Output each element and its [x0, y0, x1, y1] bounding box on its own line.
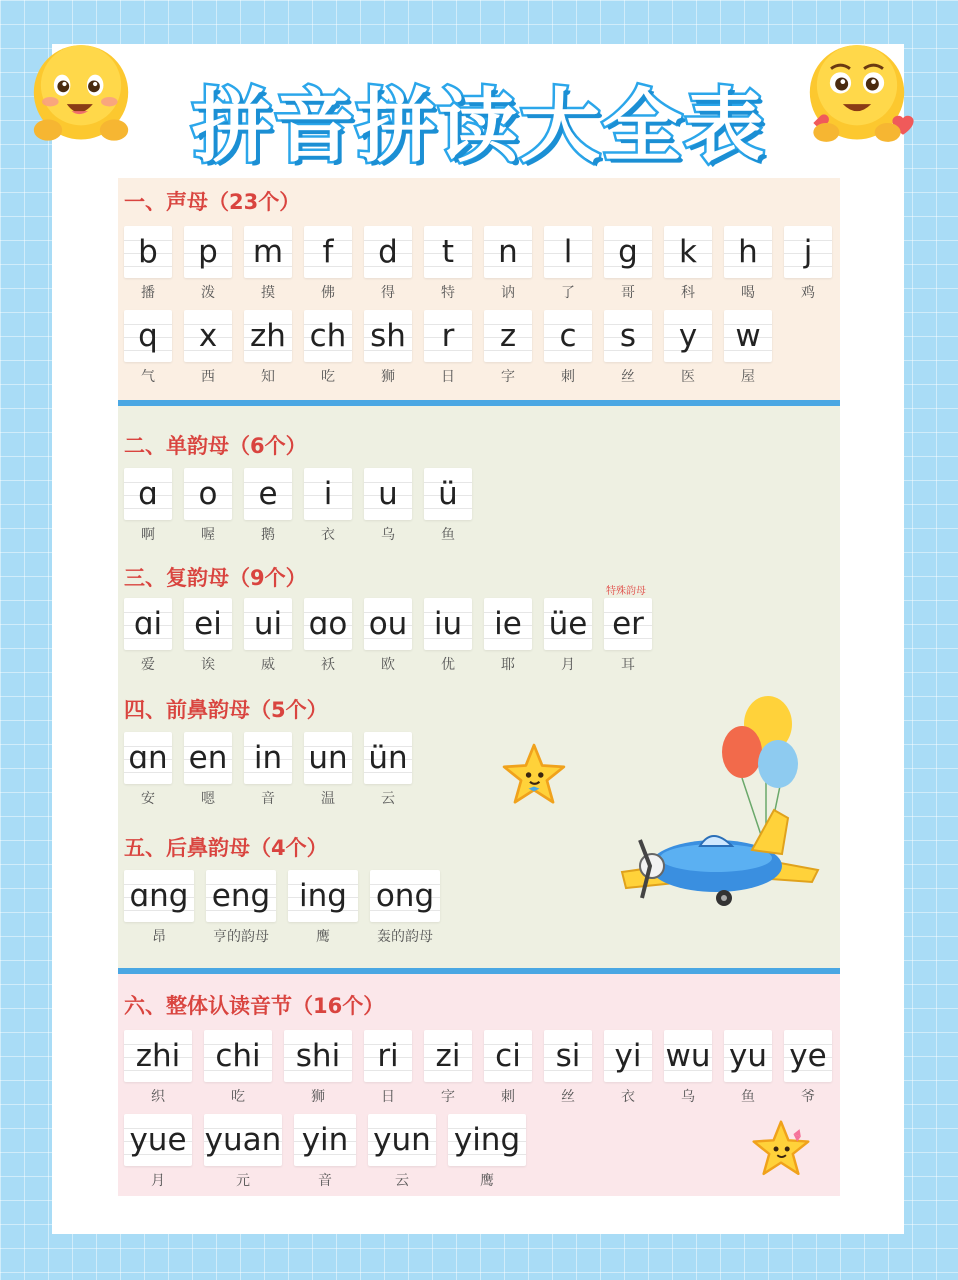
pinyin-card	[664, 310, 712, 386]
example-character: 特	[441, 285, 455, 301]
pinyin-card	[184, 468, 232, 544]
compound-finals-row	[124, 598, 664, 674]
example-character: 喝	[741, 285, 755, 301]
pinyin-card	[288, 870, 358, 946]
pinyin-letters: d	[364, 226, 412, 278]
pinyin-letters: ɑo	[304, 598, 352, 650]
example-character: 元	[236, 1173, 250, 1189]
pinyin-card	[304, 468, 352, 544]
pinyin-card	[724, 1030, 772, 1106]
section-heading-front-nasal-finals: 四、前鼻韵母（5个）	[124, 698, 328, 722]
example-character: 知	[261, 369, 275, 385]
pinyin-card	[244, 598, 292, 674]
example-character: 吃	[231, 1089, 245, 1105]
pinyin-card	[124, 732, 172, 808]
pinyin-card	[124, 310, 172, 386]
pinyin-letters: k	[664, 226, 712, 278]
pinyin-card	[370, 870, 440, 946]
airplane-with-balloons-illustration	[612, 694, 826, 928]
example-character: 丝	[561, 1089, 575, 1105]
example-character: 西	[201, 369, 215, 385]
pinyin-letters: yuan	[204, 1114, 282, 1166]
pinyin-letters: ui	[244, 598, 292, 650]
pinyin-card	[184, 598, 232, 674]
pinyin-letters: h	[724, 226, 772, 278]
pinyin-card	[184, 732, 232, 808]
example-character: 欧	[381, 657, 395, 673]
example-character: 鱼	[741, 1089, 755, 1105]
pinyin-letters: ü	[424, 468, 472, 520]
example-character: 安	[141, 791, 155, 807]
example-character: 耶	[501, 657, 515, 673]
pinyin-letters: zhi	[124, 1030, 192, 1082]
pinyin-card	[304, 226, 352, 302]
example-character: 衣	[321, 527, 335, 543]
pinyin-chart	[118, 178, 840, 1196]
pinyin-card	[484, 310, 532, 386]
pinyin-card	[724, 226, 772, 302]
example-character: 乌	[681, 1089, 695, 1105]
example-character: 刺	[561, 369, 575, 385]
initials-row-1	[124, 226, 840, 302]
pinyin-card	[304, 732, 352, 808]
pinyin-letters: ɑn	[124, 732, 172, 784]
example-character: 吃	[321, 369, 335, 385]
pinyin-card	[544, 1030, 592, 1106]
pinyin-letters: r	[424, 310, 472, 362]
example-character: 诶	[201, 657, 215, 673]
pinyin-letters: iu	[424, 598, 472, 650]
pinyin-letters: ɑi	[124, 598, 172, 650]
pinyin-card	[364, 310, 412, 386]
pinyin-card	[484, 226, 532, 302]
example-character: 音	[261, 791, 275, 807]
pinyin-card	[244, 732, 292, 808]
pinyin-card	[364, 468, 412, 544]
example-character: 佛	[321, 285, 335, 301]
pinyin-card	[364, 598, 412, 674]
section-heading-initials: 一、声母（23个）	[124, 190, 301, 214]
pinyin-letters: ying	[448, 1114, 526, 1166]
example-character: 衣	[621, 1089, 635, 1105]
pinyin-card	[424, 310, 472, 386]
example-character: 织	[151, 1089, 165, 1105]
simple-finals-row	[124, 468, 484, 544]
pinyin-letters: zi	[424, 1030, 472, 1082]
pinyin-letters: ɑ	[124, 468, 172, 520]
pinyin-letters: en	[184, 732, 232, 784]
pinyin-card	[204, 1114, 282, 1190]
pinyin-letters: w	[724, 310, 772, 362]
example-character: 嗯	[201, 791, 215, 807]
example-character: 哥	[621, 285, 635, 301]
pinyin-letters: z	[484, 310, 532, 362]
section-heading-simple-finals: 二、单韵母（6个）	[124, 434, 307, 458]
example-character: 讷	[501, 285, 515, 301]
pinyin-letters: q	[124, 310, 172, 362]
pinyin-letters: s	[604, 310, 652, 362]
pinyin-letters: ing	[288, 870, 358, 922]
example-character: 刺	[501, 1089, 515, 1105]
pinyin-letters: ci	[484, 1030, 532, 1082]
pinyin-letters: o	[184, 468, 232, 520]
pinyin-letters: shi	[284, 1030, 352, 1082]
pinyin-letters: ɑng	[124, 870, 194, 922]
pinyin-card	[184, 226, 232, 302]
section-heading-compound-finals: 三、复韵母（9个）	[124, 566, 307, 590]
example-character: 日	[441, 369, 455, 385]
pinyin-letters: l	[544, 226, 592, 278]
pinyin-card	[364, 226, 412, 302]
initials-row-2	[124, 310, 784, 386]
pinyin-card	[304, 310, 352, 386]
pinyin-card	[284, 1030, 352, 1106]
pinyin-card	[484, 1030, 532, 1106]
example-character: 气	[141, 369, 155, 385]
example-character: 鱼	[441, 527, 455, 543]
pinyin-letters: i	[304, 468, 352, 520]
example-character: 鹰	[316, 929, 330, 945]
example-character: 医	[681, 369, 695, 385]
example-character: 云	[395, 1173, 409, 1189]
example-character: 摸	[261, 285, 275, 301]
example-character: 爷	[801, 1089, 815, 1105]
example-character: 亨的韵母	[213, 929, 269, 945]
whole-syllables-row-1	[124, 1030, 840, 1106]
section-heading-whole-syllables: 六、整体认读音节（16个）	[124, 994, 385, 1018]
pinyin-card	[204, 1030, 272, 1106]
example-character: 啊	[141, 527, 155, 543]
pinyin-letters: si	[544, 1030, 592, 1082]
example-character: 泼	[201, 285, 215, 301]
example-character: 了	[561, 285, 575, 301]
pinyin-letters: chi	[204, 1030, 272, 1082]
pinyin-card	[604, 598, 652, 674]
pinyin-letters: j	[784, 226, 832, 278]
example-character: 耳	[621, 657, 635, 673]
pinyin-card	[124, 226, 172, 302]
pinyin-letters: c	[544, 310, 592, 362]
section-heading-back-nasal-finals: 五、后鼻韵母（4个）	[124, 836, 328, 860]
pinyin-card	[724, 310, 772, 386]
pinyin-card	[664, 1030, 712, 1106]
example-character: 轰的韵母	[377, 929, 433, 945]
example-character: 昂	[152, 929, 166, 945]
pinyin-letters: sh	[364, 310, 412, 362]
pinyin-letters: yun	[368, 1114, 436, 1166]
example-character: 丝	[621, 369, 635, 385]
pinyin-letters: in	[244, 732, 292, 784]
pinyin-letters: yin	[294, 1114, 356, 1166]
example-character: 播	[141, 285, 155, 301]
example-character: 袄	[321, 657, 335, 673]
pinyin-card	[184, 310, 232, 386]
pinyin-card	[544, 598, 592, 674]
pinyin-letters: m	[244, 226, 292, 278]
example-character: 狮	[381, 369, 395, 385]
back-nasal-finals-row	[124, 870, 452, 946]
pinyin-letters: yue	[124, 1114, 192, 1166]
pinyin-letters: ong	[370, 870, 440, 922]
example-character: 鹅	[261, 527, 275, 543]
example-character: 狮	[311, 1089, 325, 1105]
star-mascot-icon	[750, 1118, 812, 1180]
example-character: 得	[381, 285, 395, 301]
pinyin-card	[206, 870, 276, 946]
pinyin-letters: u	[364, 468, 412, 520]
whole-syllables-row-2	[124, 1114, 538, 1190]
pinyin-card	[124, 598, 172, 674]
example-character: 喔	[201, 527, 215, 543]
pinyin-card	[244, 226, 292, 302]
pinyin-letters: ou	[364, 598, 412, 650]
pinyin-card	[604, 1030, 652, 1106]
pinyin-letters: x	[184, 310, 232, 362]
pinyin-letters: zh	[244, 310, 292, 362]
example-character: 字	[501, 369, 515, 385]
example-character: 日	[381, 1089, 395, 1105]
pinyin-card	[124, 1114, 192, 1190]
pinyin-card	[124, 468, 172, 544]
example-character: 音	[318, 1173, 332, 1189]
pinyin-letters: üe	[544, 598, 592, 650]
pinyin-card	[124, 870, 194, 946]
example-character: 鸡	[801, 285, 815, 301]
pinyin-card	[448, 1114, 526, 1190]
pinyin-card	[544, 310, 592, 386]
pinyin-letters: f	[304, 226, 352, 278]
pinyin-card	[424, 598, 472, 674]
pinyin-letters: e	[244, 468, 292, 520]
star-mascot-icon	[500, 740, 568, 810]
pinyin-card	[424, 226, 472, 302]
pinyin-letters: t	[424, 226, 472, 278]
example-character: 威	[261, 657, 275, 673]
pinyin-letters: ch	[304, 310, 352, 362]
pinyin-card	[784, 1030, 832, 1106]
example-character: 温	[321, 791, 335, 807]
example-character: 优	[441, 657, 455, 673]
pinyin-letters: wu	[664, 1030, 712, 1082]
pinyin-card	[424, 468, 472, 544]
pinyin-letters: y	[664, 310, 712, 362]
example-character: 字	[441, 1089, 455, 1105]
pinyin-card	[484, 598, 532, 674]
pinyin-letters: ie	[484, 598, 532, 650]
pinyin-card	[544, 226, 592, 302]
pinyin-letters: ye	[784, 1030, 832, 1082]
pinyin-letters: p	[184, 226, 232, 278]
pinyin-card	[304, 598, 352, 674]
pinyin-card	[664, 226, 712, 302]
special-final-note: 特殊韵母	[606, 586, 646, 597]
pinyin-letters: er	[604, 598, 652, 650]
example-character: 乌	[381, 527, 395, 543]
pinyin-letters: g	[604, 226, 652, 278]
example-character: 屋	[741, 369, 755, 385]
pinyin-letters: yu	[724, 1030, 772, 1082]
pinyin-card	[364, 1030, 412, 1106]
example-character: 月	[561, 657, 575, 673]
pinyin-letters: ei	[184, 598, 232, 650]
pinyin-card	[244, 310, 292, 386]
pinyin-card	[364, 732, 412, 808]
pinyin-letters: yi	[604, 1030, 652, 1082]
front-nasal-finals-row	[124, 732, 424, 808]
pinyin-card	[424, 1030, 472, 1106]
pinyin-letters: b	[124, 226, 172, 278]
example-character: 科	[681, 285, 695, 301]
pinyin-card	[294, 1114, 356, 1190]
example-character: 鹰	[480, 1173, 494, 1189]
pinyin-letters: un	[304, 732, 352, 784]
pinyin-card	[124, 1030, 192, 1106]
pinyin-card	[368, 1114, 436, 1190]
pinyin-card	[244, 468, 292, 544]
example-character: 月	[151, 1173, 165, 1189]
pinyin-letters: ün	[364, 732, 412, 784]
pinyin-card	[784, 226, 832, 302]
page-title: 拼音拼读大全表	[192, 80, 766, 173]
pinyin-card	[604, 310, 652, 386]
example-character: 爱	[141, 657, 155, 673]
pinyin-letters: n	[484, 226, 532, 278]
pinyin-letters: ri	[364, 1030, 412, 1082]
pinyin-letters: eng	[206, 870, 276, 922]
example-character: 云	[381, 791, 395, 807]
pinyin-card	[604, 226, 652, 302]
